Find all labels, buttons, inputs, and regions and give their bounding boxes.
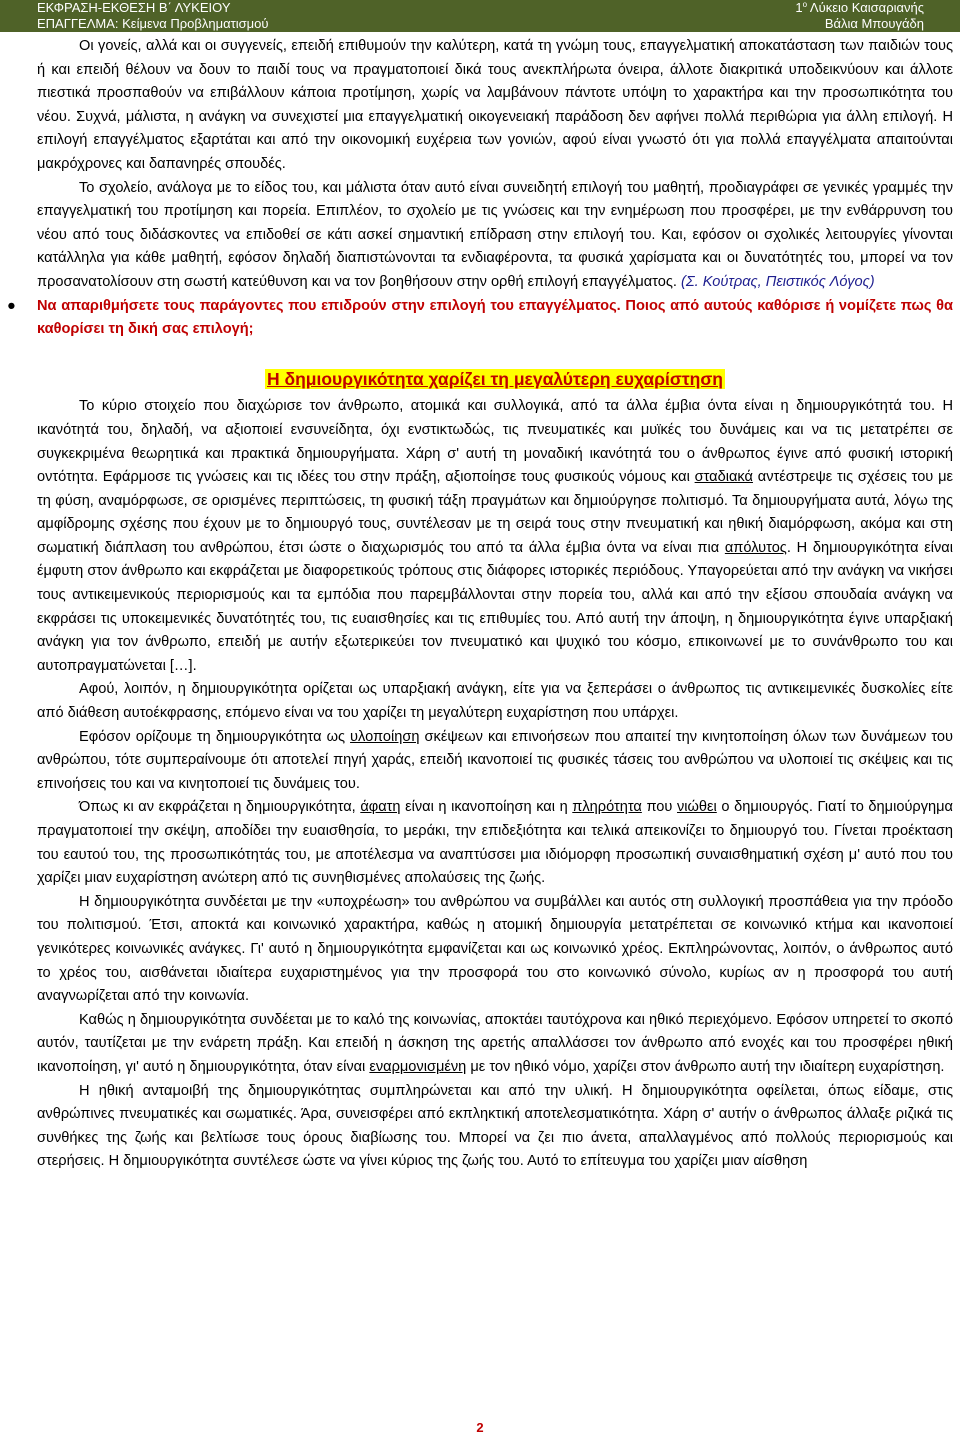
header-school-ordinal: ο xyxy=(802,0,808,9)
page-number: 2 xyxy=(476,1420,484,1435)
paragraph-5 xyxy=(37,726,953,797)
header-left xyxy=(37,0,269,32)
header-school-name: Λύκειο Καισαριανής xyxy=(807,0,924,15)
paragraph-6-part-b: είναι η ικανοποίηση και η xyxy=(400,799,573,816)
paragraph-5-part-a: Εφόσον ορίζουμε τη δημιουργικότητα ως xyxy=(79,728,351,745)
paragraph-8-part-a: Καθώς η δημιουργικότητα συνδέεται με το καλό της κοινωνίας, αποκτάει ταυτόχρονα και ηθικό περιεχόμενο. Εφόσον υπηρετεί το σκοπό αυτόν, ταυτίζεται με την ενάρετη πράξη. Και επειδή η άσκηση της αρετής απαλλάσσει τον άνθρωπο από ενοχές και του προσφέρει ηθική ικανοποίηση, γι' αυτό η δημιουργικότητα, όταν είναι xyxy=(37,1011,953,1075)
paragraph-3-part-c: . Η δημιουργικότητα είναι έμφυτη στον άνθρωπο και εκφράζεται με διαφορετικούς τρόπους στις διάφορες ιστορικές περιόδους. Υπαγορεύεται από την ανάγκη να νικήσει τους αντικειμενικούς περιορισμούς και τα εμπόδια που παρεμβάλλονται στην πορεία του, αλλά και από την εξίσου σπουδαία ανάγκη να εκφράσει τις υποκειμενικές δυνατότητές του, τις ευαισθησίες και τις επιθυμίες του. Από αυτή την άποψη, η δημιουργικότητα έγινε υπαρξιακή ανάγκη για τον άνθρωπο, επειδή με αυτήν εξωτερικεύει τον πνευματικό και ψυχικό του κόσμο, επικοινωνεί με το συνάνθρωπο του και αυτοπραγματώνεται […]. xyxy=(37,539,953,674)
underlined-word: σταδιακά xyxy=(694,469,753,486)
underlined-word: υλοποίηση xyxy=(350,728,420,745)
paragraph-1: Οι γονείς, αλλά και οι συγγενείς, επειδή επιθυμούν την καλύτερη, κατά τη γνώμη τους, επαγγελματική αποκατάσταση των παιδιών τους ή και επειδή θέλουν να δουν το παιδί τους να πραγματοποιεί δικά τους ανεκπλήρωτα όνειρα, άλλοτε διακριτικά υποδεικνύουν και άλλοτε πιεστικά προσπαθούν να επιβάλλουν κάποια προτίμηση, χωρίς να λαμβάνουν πάντοτε υπόψη το χαρακτήρα και την προσωπικότητα του νέου. Συχνά, μάλιστα, η ανάγκη να συνεχιστεί μια επαγγελματική οικογενειακή παράδοση δεν αφήνει πολλά περιθώρια για άλλη επιλογή. Η επιλογή επαγγέλματος εξαρτάται και από την οικονομική ευχέρεια των γονιών, αφού είναι γνωστό ότι για πολλά επαγγέλματα απαιτούνται μακρόχρονες και δαπανηρές σπουδές. xyxy=(37,38,953,172)
paragraph-6 xyxy=(37,796,953,890)
question-item xyxy=(7,295,953,342)
paragraph-3-part-b: αντέστρεψε τις σχέσεις του με τη φύση, αναμόρφωσε, σε ορισμένες περιπτώσεις, τη φυσική τάξη πραγμάτων και δημιούργησε πολιτισμό. Τα δημιουργήματα αυτά, λόγω της αμφίδρομης σχέσης που έχουν με το δημιουργό τους, συντέλεσαν με τη σειρά τους στην πνευματική και ηθική διαμόρφωση, ακόμα και στη σωματική διάπλαση του ανθρώπου, έτσι ώστε ο διαχωρισμός του από τα άλλα έμβια όντα να είναι πια xyxy=(37,469,953,556)
document-header xyxy=(0,0,960,32)
header-topic: ΕΠΑΓΓΕΛΜΑ: Κείμενα Προβληματισμού xyxy=(37,16,269,31)
header-author: Βάλια Μπουγάδη xyxy=(824,16,924,31)
paragraph-6-part-d: ο δημιουργός. Γιατί το δημιούργημα πραγματοποιεί την σκέψη, αποδίδει την ευαισθησία, το μεράκι, την επιδεξιότητα και τελικά απεικονίζει το δημιουργό του. Γίνεται προέκταση του εαυτού του, της προσωπικότητάς του, με αποτέλεσμα να αναπτύσσει μια ιδιόμορφη προσωπική συναισθηματική σχέση μ' αυτό που του χαρίζει μιαν ευχαρίστηση ανώτερη από τις συνηθισμένες απολαύσεις της ζωής. xyxy=(37,799,953,887)
paragraph-8-part-b: με τον ηθικό νόμο, χαρίζει στον άνθρωπο αυτή την ιδιαίτερη ευχαρίστηση. xyxy=(466,1058,945,1075)
paragraph-2-text: Το σχολείο, ανάλογα με το είδος του, και μάλιστα όταν αυτό είναι συνειδητή επιλογή του μαθητή, προδιαγράφει σε γενικές γραμμές την επαγγελματική του προτίμηση και πορεία. Επιπλέον, το σχολείο με τις γνώσεις και την ενημέρωση που προσφέρει, με την ενθάρρυνση του νέου από τους διδάσκοντες να επιδοθεί σε κάτι ασκεί σημαντική επίδραση στην επιλογή του. Και, εφόσον οι σχολικές λειτουργίες γίνονται κατάλληλα για κάθε μαθητή, εφόσον δηλαδή διαπιστώνονται τα ενδιαφέροντα, τα φυσικά χαρίσματα και οι δυνατότητές του, μπορεί να τον προσανατολίσουν στη σωστή κατεύθυνση και να τον βοηθήσουν στην ορθή επιλογή επαγγέλματος. xyxy=(37,179,953,290)
paragraph-8 xyxy=(37,1009,953,1080)
header-school-number: 1 xyxy=(795,0,803,15)
section-title: Η δημιουργικότητα χαρίζει τη μεγαλύτερη ευχαρίστηση xyxy=(267,368,723,389)
paragraph-6-part-a: Όπως κι αν εκφράζεται η δημιουργικότητα, xyxy=(79,799,361,816)
underlined-word: πληρότητα xyxy=(572,799,642,816)
paragraph-4: Αφού, λοιπόν, η δημιουργικότητα ορίζεται ως υπαρξιακή ανάγκη, είτε για να ξεπεράσει ο άνθρωπος τις αντικειμενικές δυσκολίες είτε από διάθεση αυτοέκφρασης, επόμενο είναι να του χαρίζει τη μεγαλύτερη ευχαρίστηση που υπάρχει. xyxy=(37,681,953,722)
paragraph-5-part-b: σκέψεων και επινοήσεων που απαιτεί την κινητοποίηση όλων των δυνάμεων του ανθρώπου, τότε συμπεραίνουμε ότι αποτελεί πηγή χαράς, επειδή ικανοποιεί τις φυσικές τάσεις του ανθρώπου να υλοποιεί τις σκέψεις και τις επινοήσεις του και να κινητοποιεί τις δυνάμεις του. xyxy=(37,728,953,792)
bullet-icon: ● xyxy=(7,297,16,314)
paragraph-2 xyxy=(37,177,953,295)
underlined-word: νιώθει xyxy=(677,799,717,816)
underlined-word: απόλυτος xyxy=(724,539,787,556)
section-title-wrap xyxy=(37,367,953,394)
paragraph-3 xyxy=(37,395,953,678)
paragraph-7: Η δημιουργικότητα συνδέεται με την «υποχρέωση» του ανθρώπου να συμβάλλει και αυτός στη συλλογική προσπάθεια για την πρόοδο του πολιτισμού. Έτσι, αποκτά και κοινωνικό χαρακτήρα, καθώς η ατομική δημιουργία μετατρέπεται σε κοινωνικό κτήμα και ικανοποιεί γενικότερες κοινωνικές ανάγκες. Γι' αυτό η δημιουργικότητα εμφανίζεται και ως κοινωνικό χρέος. Εκπληρώνοντας, λοιπόν, ο άνθρωπος αυτό το χρέος του, αισθάνεται ιδιαίτερα ευχαριστημένος για την προσφορά του στο κοινωνικό σύνολο, κυρίως αν η προσφορά του αυτή αναγνωρίζεται από την κοινωνία. xyxy=(37,893,953,1005)
source-citation: (Σ. Κούτρας, Πειστικός Λόγος) xyxy=(681,273,875,290)
paragraph-3-part-a: Το κύριο στοιχείο που διαχώρισε τον άνθρωπο, ατομικά και συλλογικά, από τα άλλα έμβια όντα είναι η δημιουργικότητά του. Η ικανότητά του, δηλαδή, να αξιοποιεί ενσυνείδητα, όχι ενστικτωδώς, τις πνευματικές και μυϊκές του δυνάμεις και να τις μετατρέπει σε συγκεκριμένα θεωρητικά και πρακτικά δημιουργήματα. Χάρη σ' αυτή τη μοναδική ικανότητά του ο άνθρωπος έγινε από φυσική ιστορική οντότητα. Εφάρμοσε τις γνώσεις και τις ιδέες του στην πράξη, αξιοποίησε τους φυσικούς νόμους και xyxy=(37,398,953,486)
header-right xyxy=(795,0,924,32)
header-school xyxy=(795,0,924,16)
header-course: ΕΚΦΡΑΣΗ-ΕΚΘΕΣΗ Β΄ ΛΥΚΕΙΟΥ xyxy=(37,0,231,15)
paragraph-9: Η ηθική ανταμοιβή της δημιουργικότητας συμπληρώνεται και από την υλική. Η δημιουργικότητα οφείλεται, όπως είδαμε, στις ανθρώπινες πνευματικές και σωματικές. Άρα, συνεισφέρει από εκπληκτική αποτελεσματικότητα. Χάρη σ' αυτήν ο άνθρωπος άλλαξε ριζικά τις συνθήκες της ζωής και βελτίωσε τους όρους διαβίωσης του. Μπορεί να ζει πιο άνετα, απαλλαγμένος από πολλούς περιορισμούς και στερήσεις. Η δημιουργικότητα συντέλεσε ώστε να γίνει κύριος της ζωής του. Αυτό το επίτευγμα του χαρίζει μιαν αίσθηση xyxy=(37,1082,953,1170)
paragraph-6-part-c: που xyxy=(641,799,677,816)
document-body xyxy=(7,35,953,1174)
question-text: Να απαριθμήσετε τους παράγοντες που επιδρούν στην επιλογή του επαγγέλματος. Ποιος από αυτούς καθόρισε ή νομίζετε πως θα καθορίσει τη δική σας επιλογή; xyxy=(37,297,953,338)
underlined-word: εναρμονισμένη xyxy=(369,1058,467,1075)
underlined-word: άφατη xyxy=(360,799,401,816)
